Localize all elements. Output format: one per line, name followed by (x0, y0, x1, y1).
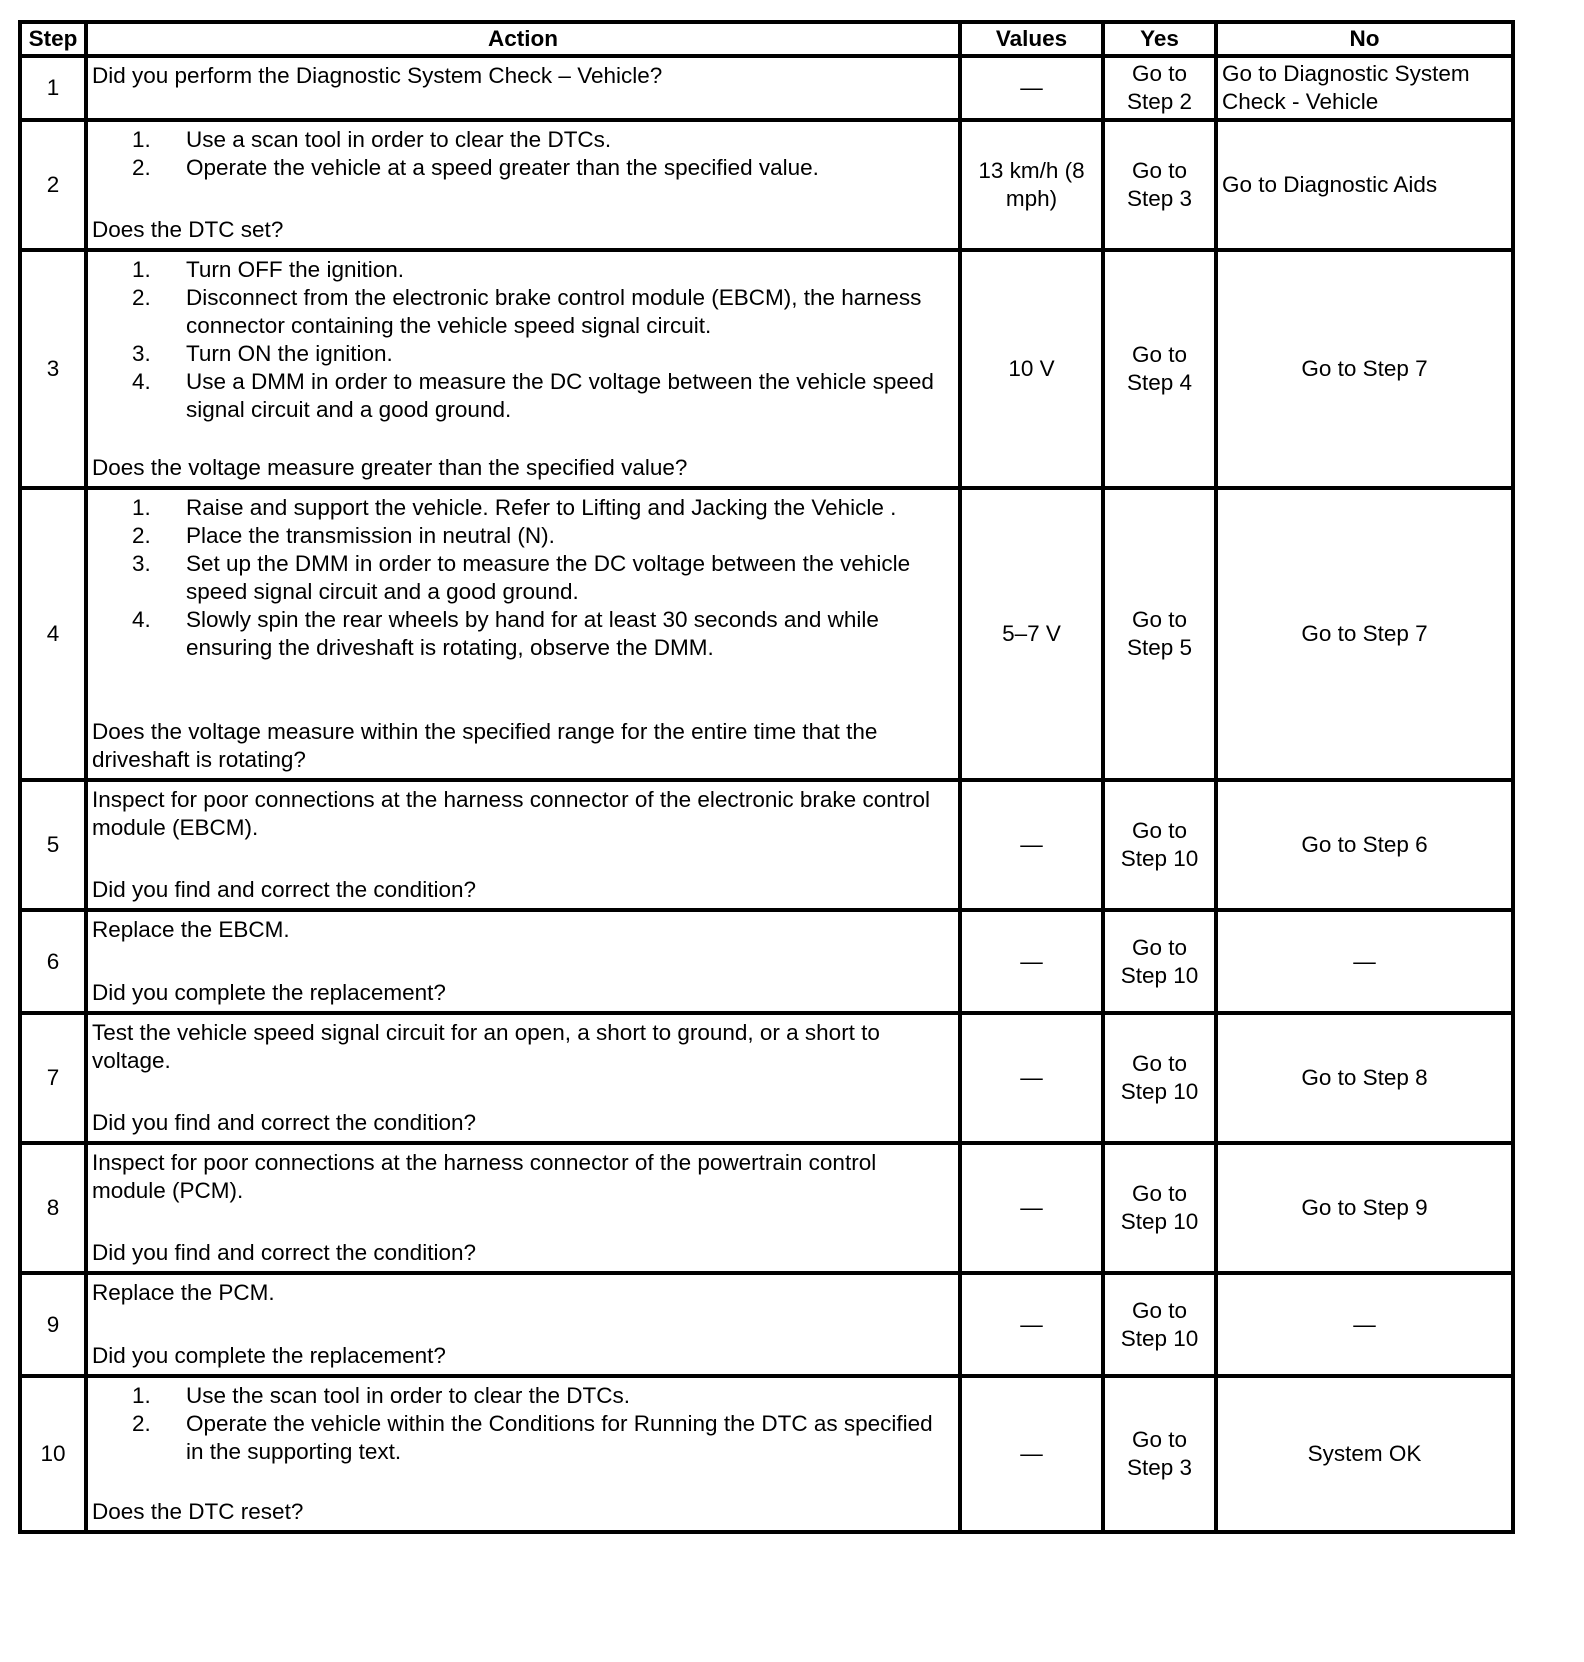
values-cell: 10 V (960, 250, 1103, 488)
diagnostic-table (18, 20, 1515, 1534)
yes-action: Go to Step 10 (1103, 1143, 1216, 1273)
table-row (20, 1273, 1513, 1376)
header-step: Step (20, 22, 86, 56)
table-header-row (20, 22, 1513, 56)
list-item-text: Operate the vehicle within the Conditions for Running the DTC as specified in the supporting text. (186, 1411, 933, 1464)
action-instruction: Did you perform the Diagnostic System Check – Vehicle? (92, 63, 663, 88)
yes-action: Go to Step 3 (1103, 120, 1216, 250)
list-item (92, 368, 954, 424)
action-cell (86, 910, 960, 1013)
list-item-number: 1. (132, 1383, 151, 1408)
action-instruction: Test the vehicle speed signal circuit for an open, a short to ground, or a short to voltage. (92, 1020, 880, 1073)
list-item-number: 3. (132, 551, 151, 576)
action-question: Did you complete the replacement? (92, 980, 446, 1005)
list-item-text: Disconnect from the electronic brake control module (EBCM), the harness connector containing the vehicle speed signal circuit. (186, 285, 922, 338)
list-item-number: 4. (132, 369, 151, 394)
list-item-text: Place the transmission in neutral (N). (186, 523, 555, 548)
action-step-list (92, 256, 954, 424)
action-instruction: Replace the PCM. (92, 1280, 275, 1305)
no-action: — (1216, 910, 1513, 1013)
no-action: Go to Step 9 (1216, 1143, 1513, 1273)
no-action: System OK (1216, 1376, 1513, 1532)
list-item (92, 284, 954, 340)
action-cell (86, 1273, 960, 1376)
values-cell: — (960, 780, 1103, 910)
table-row (20, 1143, 1513, 1273)
action-question: Did you find and correct the condition? (92, 1240, 476, 1265)
list-item-number: 2. (132, 1411, 151, 1436)
step-number: 10 (20, 1376, 86, 1532)
header-action: Action (86, 22, 960, 56)
values-cell: — (960, 1273, 1103, 1376)
list-item (92, 522, 954, 550)
action-instruction: Replace the EBCM. (92, 917, 290, 942)
table-row (20, 1013, 1513, 1143)
list-item-text: Operate the vehicle at a speed greater than the specified value. (186, 155, 819, 180)
list-item-text: Set up the DMM in order to measure the DC voltage between the vehicle speed signal circuit and a good ground. (186, 551, 911, 604)
list-item-text: Use a DMM in order to measure the DC voltage between the vehicle speed signal circuit and a good ground. (186, 369, 934, 422)
step-number: 8 (20, 1143, 86, 1273)
list-item (92, 606, 954, 662)
action-question: Did you find and correct the condition? (92, 877, 476, 902)
list-item-number: 1. (132, 495, 151, 520)
action-question: Did you find and correct the condition? (92, 1110, 476, 1135)
action-cell (86, 1376, 960, 1532)
list-item (92, 1382, 954, 1410)
yes-action: Go to Step 2 (1103, 56, 1216, 120)
no-action: Go to Diagnostic Aids (1216, 120, 1513, 250)
table-body (20, 56, 1513, 1532)
header-yes: Yes (1103, 22, 1216, 56)
action-question: Does the DTC set? (92, 217, 284, 242)
table-row (20, 910, 1513, 1013)
list-item-text: Turn ON the ignition. (186, 341, 393, 366)
list-item-text: Slowly spin the rear wheels by hand for at least 30 seconds and while ensuring the driveshaft is rotating, observe the DMM. (186, 607, 879, 660)
yes-action: Go to Step 10 (1103, 780, 1216, 910)
step-number: 3 (20, 250, 86, 488)
list-item (92, 1410, 954, 1466)
table-row (20, 250, 1513, 488)
yes-action: Go to Step 10 (1103, 1013, 1216, 1143)
list-item-text: Use a scan tool in order to clear the DTCs. (186, 127, 612, 152)
action-cell (86, 488, 960, 780)
list-item (92, 154, 954, 182)
values-cell: — (960, 1376, 1103, 1532)
action-cell (86, 780, 960, 910)
table-row (20, 488, 1513, 780)
no-action: Go to Step 7 (1216, 250, 1513, 488)
step-number: 5 (20, 780, 86, 910)
step-number: 6 (20, 910, 86, 1013)
yes-action: Go to Step 4 (1103, 250, 1216, 488)
list-item (92, 550, 954, 606)
header-values: Values (960, 22, 1103, 56)
no-action: Go to Step 8 (1216, 1013, 1513, 1143)
action-cell (86, 120, 960, 250)
action-instruction: Inspect for poor connections at the harness connector of the powertrain control module (PCM). (92, 1150, 877, 1203)
list-item (92, 126, 954, 154)
yes-action: Go to Step 5 (1103, 488, 1216, 780)
action-question: Does the voltage measure greater than the specified value? (92, 455, 688, 480)
values-cell: — (960, 1013, 1103, 1143)
no-action: — (1216, 1273, 1513, 1376)
values-cell: — (960, 1143, 1103, 1273)
values-cell: 13 km/h (8 mph) (960, 120, 1103, 250)
step-number: 1 (20, 56, 86, 120)
table-row (20, 120, 1513, 250)
action-step-list (92, 126, 954, 182)
step-number: 2 (20, 120, 86, 250)
list-item (92, 256, 954, 284)
action-question: Did you complete the replacement? (92, 1343, 446, 1368)
table-row (20, 56, 1513, 120)
list-item (92, 494, 954, 522)
yes-action: Go to Step 3 (1103, 1376, 1216, 1532)
action-question: Does the DTC reset? (92, 1499, 304, 1524)
list-item-number: 2. (132, 285, 151, 310)
list-item-number: 3. (132, 341, 151, 366)
list-item-text: Turn OFF the ignition. (186, 257, 405, 282)
yes-action: Go to Step 10 (1103, 910, 1216, 1013)
list-item-number: 4. (132, 607, 151, 632)
list-item-number: 2. (132, 523, 151, 548)
list-item-number: 1. (132, 257, 151, 282)
table-row (20, 1376, 1513, 1532)
no-action: Go to Step 7 (1216, 488, 1513, 780)
yes-action: Go to Step 10 (1103, 1273, 1216, 1376)
table-row (20, 780, 1513, 910)
values-cell: — (960, 56, 1103, 120)
header-no: No (1216, 22, 1513, 56)
action-cell (86, 1143, 960, 1273)
step-number: 9 (20, 1273, 86, 1376)
no-action: Go to Step 6 (1216, 780, 1513, 910)
list-item-text: Raise and support the vehicle. Refer to Lifting and Jacking the Vehicle . (186, 495, 897, 520)
list-item-text: Use the scan tool in order to clear the DTCs. (186, 1383, 630, 1408)
step-number: 7 (20, 1013, 86, 1143)
action-step-list (92, 494, 954, 662)
list-item-number: 1. (132, 127, 151, 152)
action-cell (86, 1013, 960, 1143)
list-item-number: 2. (132, 155, 151, 180)
values-cell: — (960, 910, 1103, 1013)
step-number: 4 (20, 488, 86, 780)
no-action: Go to Diagnostic System Check - Vehicle (1216, 56, 1513, 120)
action-step-list (92, 1382, 954, 1466)
list-item (92, 340, 954, 368)
action-question: Does the voltage measure within the specified range for the entire time that the driveshaft is rotating? (92, 719, 878, 772)
action-cell (86, 56, 960, 120)
values-cell: 5–7 V (960, 488, 1103, 780)
action-instruction: Inspect for poor connections at the harness connector of the electronic brake control module (EBCM). (92, 787, 930, 840)
action-cell (86, 250, 960, 488)
